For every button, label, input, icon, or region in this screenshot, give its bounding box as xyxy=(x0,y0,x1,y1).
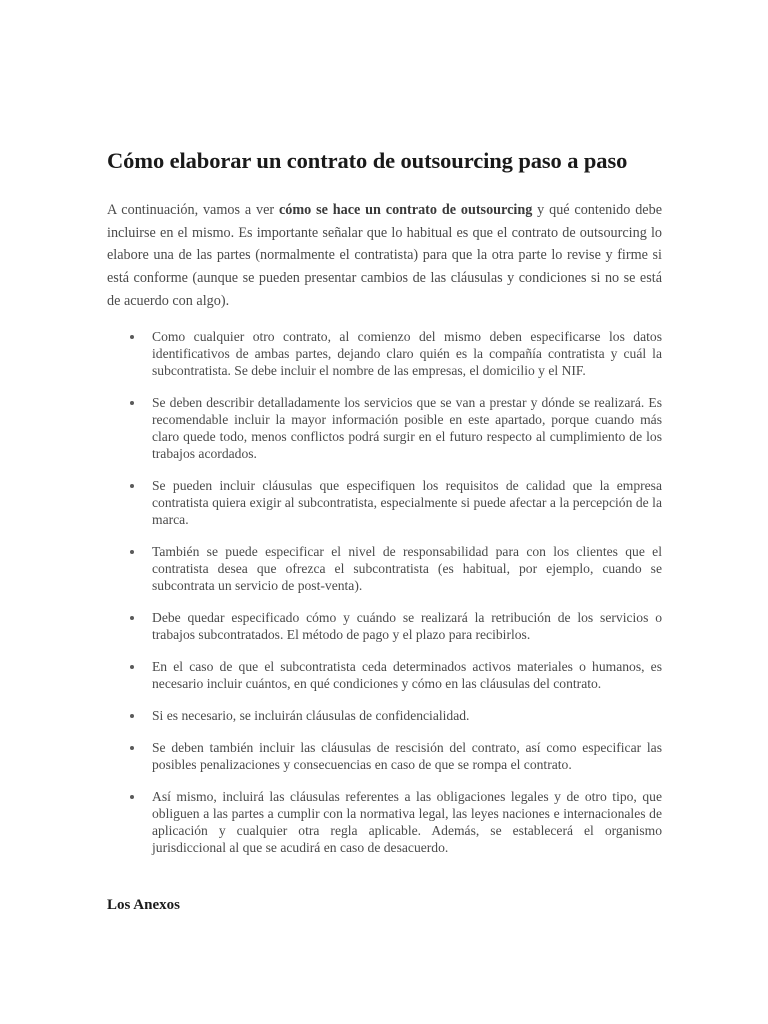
list-item xyxy=(107,788,662,856)
list-item-text: Así mismo, incluirá las cláusulas referentes a las obligaciones legales y de otro tipo, que obliguen a las partes a cumplir con la normativa legal, las leyes naciones e internacionales de aplicación y cualquier otra regla aplicable. Además, se establecerá el organismo jurisdiccional al que se acudirá en caso de desacuerdo. xyxy=(152,789,662,855)
bullet-icon xyxy=(130,335,134,339)
bullet-icon xyxy=(130,616,134,620)
list-item-text: En el caso de que el subcontratista ceda determinados activos materiales o humanos, es necesario incluir cuántos, en qué condiciones y cómo en las cláusulas del contrato. xyxy=(152,659,662,691)
list-item-text: Como cualquier otro contrato, al comienzo del mismo deben especificarse los datos identificativos de ambas partes, dejando claro quién es la compañía contratista y cuál la subcontratista. Se debe incluir el nombre de las empresas, el domicilio y el NIF. xyxy=(152,329,662,378)
bullet-icon xyxy=(130,795,134,799)
list-item xyxy=(107,609,662,643)
list-item-text: Si es necesario, se incluirán cláusulas de confidencialidad. xyxy=(152,708,470,723)
bullet-icon xyxy=(130,714,134,718)
list-item xyxy=(107,394,662,462)
list-item-text: Debe quedar especificado cómo y cuándo se realizará la retribución de los servicios o trabajos subcontratados. El método de pago y el plazo para recibirlos. xyxy=(152,610,662,642)
list-item xyxy=(107,477,662,528)
bullet-icon xyxy=(130,746,134,750)
bullet-icon xyxy=(130,550,134,554)
list-item xyxy=(107,328,662,379)
list-item xyxy=(107,658,662,692)
list-item-text: Se deben describir detalladamente los servicios que se van a prestar y dónde se realizará. Es recomendable incluir la mayor información posible en este apartado, porque cuando más claro quede todo, menos conflictos podrá surgir en el futuro respecto al cumplimiento de los trabajos acordados. xyxy=(152,395,662,461)
page-title: Cómo elaborar un contrato de outsourcing paso a paso xyxy=(107,148,628,173)
list-item xyxy=(107,543,662,594)
list-item-text: Se deben también incluir las cláusulas de rescisión del contrato, así como especificar las posibles penalizaciones y consecuencias en caso de que se rompa el contrato. xyxy=(152,740,662,772)
bullet-icon xyxy=(130,401,134,405)
list-item xyxy=(107,707,662,724)
list-item-text: También se puede especificar el nivel de responsabilidad para con los clientes que el contratista desea que ofrezca el subcontratista (es habitual, por ejemplo, cuando se subcontrata un servicio de post-venta). xyxy=(152,544,662,593)
section-heading-anexos: Los Anexos xyxy=(107,897,180,913)
intro-bold-text: cómo se hace un contrato de outsourcing xyxy=(278,202,533,218)
requirements-list xyxy=(107,328,662,871)
list-item-text: Se pueden incluir cláusulas que especifiquen los requisitos de calidad que la empresa contratista quiera exigir al subcontratista, especialmente si puede afectar a la percepción de la marca. xyxy=(152,478,662,527)
intro-paragraph xyxy=(107,199,662,313)
intro-text-start: A continuación, vamos a ver xyxy=(107,202,279,218)
bullet-icon xyxy=(130,665,134,669)
list-item xyxy=(107,739,662,773)
intro-text-end: y qué contenido debe incluirse en el mismo. Es importante señalar que lo habitual es que el contrato de outsourcing lo elabore una de las partes (normalmente el contratista) para que la otra parte lo revise y firme si está conforme (aunque se pueden presentar cambios de las cláusulas y condiciones si no se está de acuerdo con algo). xyxy=(107,202,662,309)
bullet-icon xyxy=(130,484,134,488)
